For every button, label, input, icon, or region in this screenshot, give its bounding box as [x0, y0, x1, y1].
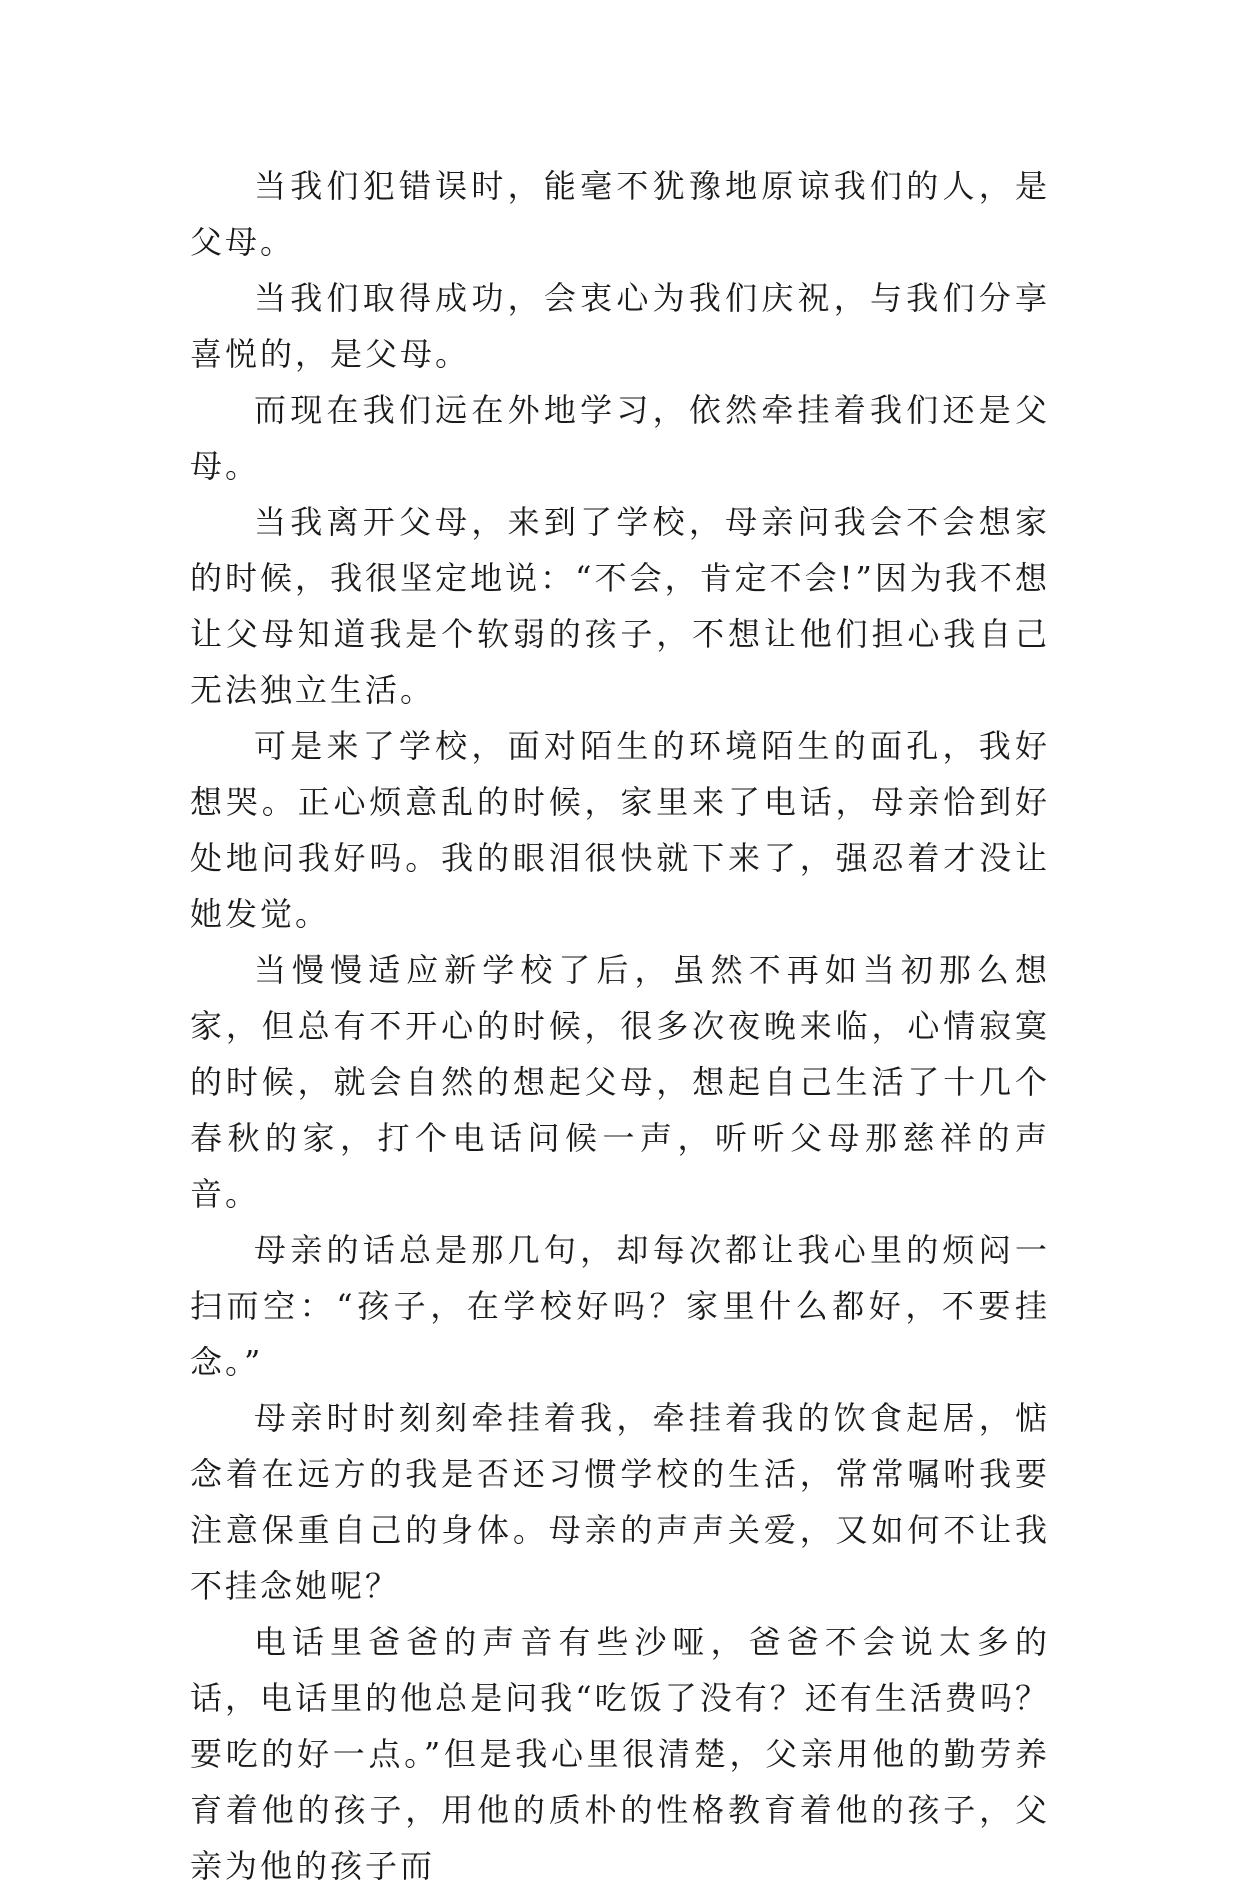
- paragraph-5: 可是来了学校，面对陌生的环境陌生的面孔，我好想哭。正心烦意乱的时候，家里来了电话，母亲恰到好处地问我好吗。我的眼泪很快就下来了，强忍着才没让她发觉。: [190, 727, 1050, 933]
- paragraph-9: 电话里爸爸的声音有些沙哑，爸爸不会说太多的话，电话里的他总是问我“吃饭了没有？还有生活费吗？要吃的好一点。”但是我心里很清楚，父亲用他的勤劳养育着他的孩子，用他的质朴的性格教育着他的孩子，父亲为他的孩子而: [190, 1623, 1050, 1885]
- paragraph-8: 母亲时时刻刻牵挂着我，牵挂着我的饮食起居，惦念着在远方的我是否还习惯学校的生活，常常嘱咐我要注意保重自己的身体。母亲的声声关爱，又如何不让我不挂念她呢？: [190, 1399, 1050, 1605]
- body-text: [190, 158, 1050, 1894]
- paragraph-6: 当慢慢适应新学校了后，虽然不再如当初那么想家，但总有不开心的时候，很多次夜晚来临，心情寂寞的时候，就会自然的想起父母，想起自己生活了十几个春秋的家，打个电话问候一声，听听父母那慈祥的声音。: [190, 951, 1050, 1213]
- paragraph-7: 母亲的话总是那几句，却每次都让我心里的烦闷一扫而空：“孩子，在学校好吗？家里什么都好，不要挂念。”: [190, 1231, 1050, 1381]
- paragraph-1: 当我们犯错误时，能毫不犹豫地原谅我们的人，是父母。: [190, 167, 1050, 261]
- paragraph-3: 而现在我们远在外地学习，依然牵挂着我们还是父母。: [190, 391, 1050, 485]
- paragraph-2: 当我们取得成功，会衷心为我们庆祝，与我们分享喜悦的，是父母。: [190, 279, 1050, 373]
- paragraph-4: 当我离开父母，来到了学校，母亲问我会不会想家的时候，我很坚定地说：“不会，肯定不会!”因为我不想让父母知道我是个软弱的孩子，不想让他们担心我自己无法独立生活。: [190, 503, 1050, 709]
